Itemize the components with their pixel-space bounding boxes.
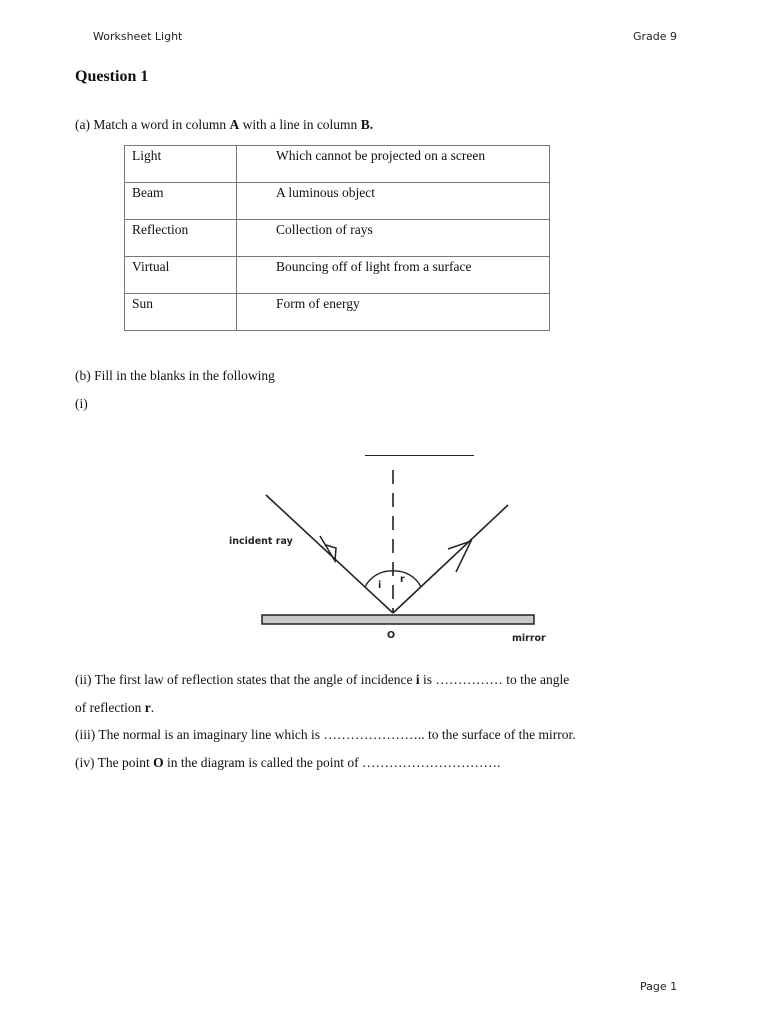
- part-b-sub-i: (i): [75, 396, 88, 411]
- incident-ray: [266, 495, 393, 613]
- question-iv: [75, 755, 500, 771]
- angle-i-label: i: [378, 580, 382, 591]
- column-a-label: A: [229, 117, 240, 132]
- header-grade: Grade 9: [633, 30, 678, 43]
- q2-pre: (ii) The first law of reflection states that the angle of incidence: [75, 672, 416, 687]
- column-b-cell: Which cannot be projected on a screen: [237, 146, 550, 183]
- part-b-intro: (b) Fill in the blanks in the following: [75, 368, 275, 383]
- angle-r-label: r: [400, 574, 405, 585]
- column-a-cell: Light: [125, 146, 237, 183]
- reflected-ray: [393, 505, 508, 613]
- q2-line2-pre: of reflection: [75, 700, 145, 715]
- column-a-cell: Reflection: [125, 220, 237, 257]
- q4-post: in the diagram is called the point of ………………………….: [163, 755, 501, 770]
- angle-r-arc: [393, 571, 421, 587]
- question-ii-line2: [75, 700, 154, 716]
- mirror-label: mirror: [512, 633, 546, 644]
- column-b-cell: Form of energy: [237, 294, 550, 331]
- column-a-cell: Virtual: [125, 257, 237, 294]
- q4-o: O: [153, 755, 164, 770]
- question-ii-line1: [75, 672, 569, 688]
- column-a-cell: Sun: [125, 294, 237, 331]
- q2-line2-post: .: [150, 700, 155, 715]
- column-a-cell: Beam: [125, 183, 237, 220]
- q2-post: is …………… to the angle: [419, 672, 570, 687]
- question-title: Question 1: [75, 68, 149, 85]
- column-b-cell: A luminous object: [237, 183, 550, 220]
- column-b-cell: Collection of rays: [237, 220, 550, 257]
- point-o-label: O: [387, 630, 396, 641]
- header-title: Worksheet Light: [93, 30, 183, 43]
- page-number: Page 1: [640, 980, 678, 993]
- q4-pre: (iv) The point: [75, 755, 154, 770]
- question-iii: (iii) The normal is an imaginary line which is ………………….. to the surface of the mirror.: [75, 727, 576, 742]
- mirror: [262, 615, 534, 624]
- part-a-middle: with a line in column: [239, 117, 361, 132]
- q2-r: r: [144, 700, 151, 715]
- column-b-cell: Bouncing off of light from a surface: [237, 257, 550, 294]
- incident-arrow-icon: [320, 536, 336, 561]
- reflected-arrow-icon: [448, 541, 471, 572]
- incident-ray-label: incident ray: [229, 536, 293, 547]
- part-a-prefix: (a) Match a word in column: [75, 117, 230, 132]
- column-b-label: B.: [360, 117, 374, 132]
- q2-i: i: [415, 672, 420, 687]
